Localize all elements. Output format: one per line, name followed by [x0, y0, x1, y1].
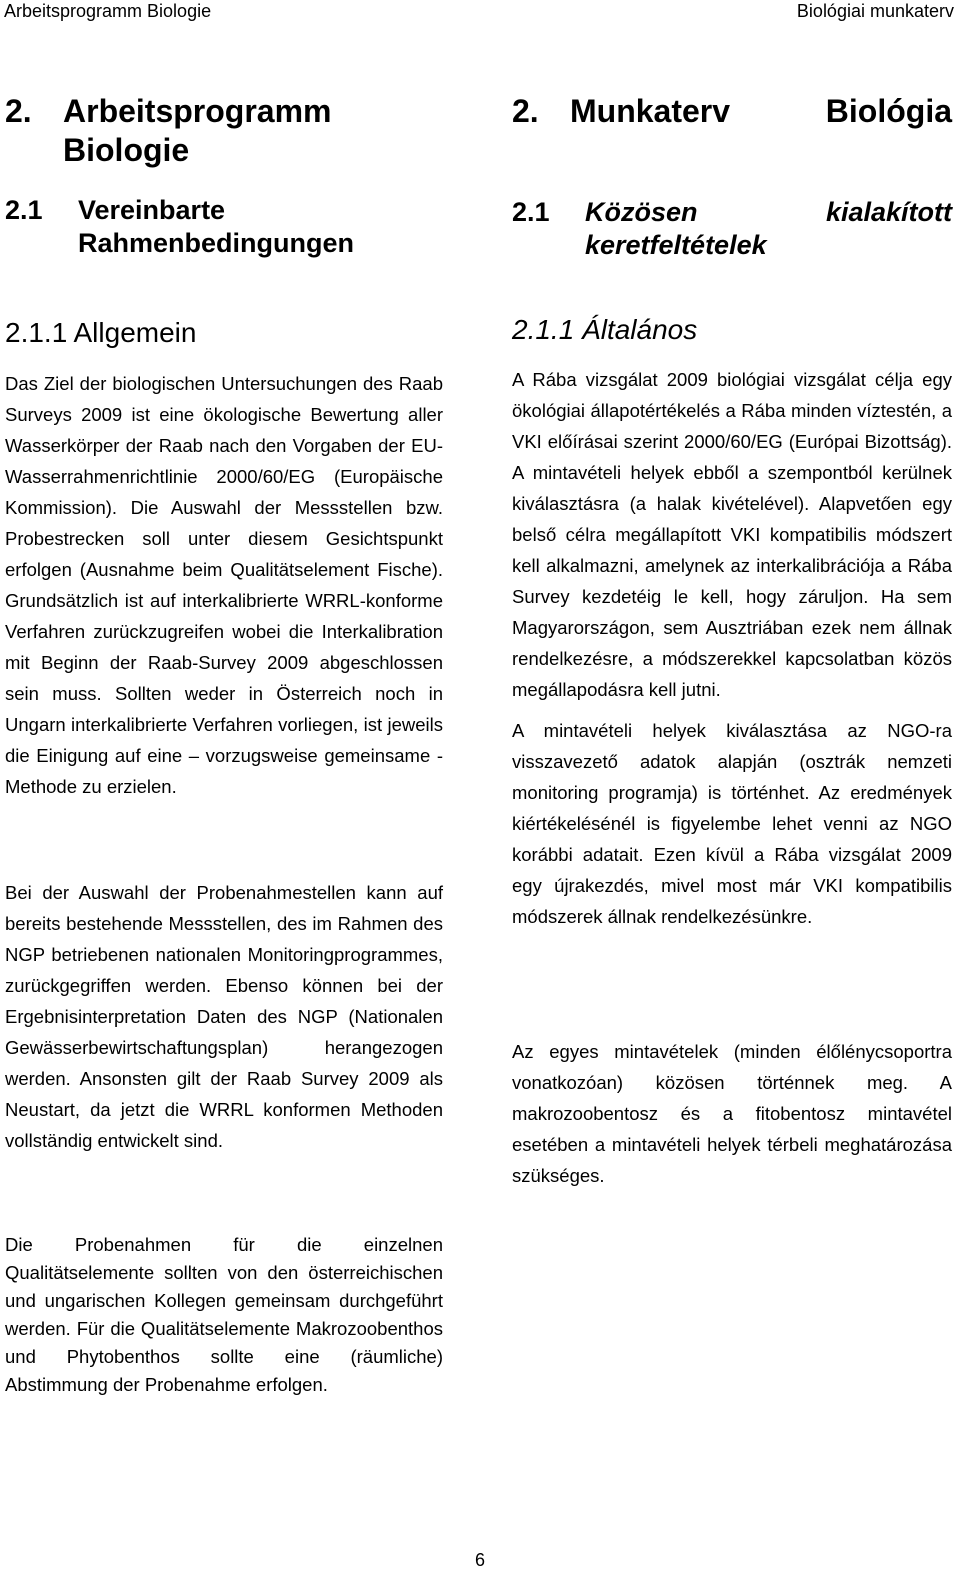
hungarian-heading-1: [512, 92, 952, 131]
running-header-left: Arbeitsprogramm Biologie: [4, 1, 212, 21]
page-number: [0, 1550, 960, 1571]
hungarian-heading-1-number: 2.: [512, 93, 539, 129]
hungarian-heading-1-text: Munkaterv: [570, 93, 731, 129]
german-heading-3: 2.1.1 Allgemein: [5, 317, 197, 348]
hungarian-heading-2-text2: kialakított: [825, 197, 952, 227]
hungarian-paragraph-2: A mintavételi helyek kiválasztása az NGO-ra visszavezető adatok alapján (osztrák nemzeti monitoring programja) is történhet. Az eredmények kiértékelésénél is figyelembe lehet venni az NGO korábbi adatait. Ezen kívül a Rába vizsgálat 2009 egy újrakezdés, mivel most már VKI kompatibilis módszerek állnak rendelkezésünkre.: [512, 720, 952, 927]
hungarian-heading-2-text-line2: keretfeltételek: [585, 230, 767, 260]
running-header: [0, 0, 960, 28]
hungarian-heading-1-text2: Biológia: [825, 93, 952, 129]
german-heading-1-number: 2.: [5, 93, 32, 129]
hungarian-heading-3: 2.1.1 Általános: [512, 314, 698, 345]
german-paragraph-2: Bei der Auswahl der Probenahmestellen kann auf bereits bestehende Messstellen, des im Rahmen des NGP betriebenen nationalen Monitoringprogrammes, zurückgegriffen werden. Ebenso können bei der Ergebnisinterpretation Daten des NGP (Nationalen Gewässerbewirtschaftungsplan) herangezogen werden. Ansonsten gilt der Raab Survey 2009 als Neustart, da jetzt die WRRL konformen Methoden vollständig entwickelt sind.: [5, 882, 443, 1151]
hungarian-paragraph-3: Az egyes mintavételek (minden élőlénycsoportra vonatkozóan) közösen történnek meg. A makrozoobentosz és a fitobentosz mintavétel esetében a mintavételi helyek térbeli meghatározása szükséges.: [512, 1041, 952, 1186]
running-header-right: Biológiai munkaterv: [796, 1, 954, 21]
german-paragraph-3: Die Probenahmen für die einzelnen Qualitätselemente sollten von den österreichischen und ungarischen Kollegen gemeinsam durchgeführt werden. Für die Qualitätselemente Makrozoobenthos und Phytobenthos sollte eine (räumliche) Abstimmung der Probenahme erfolgen.: [5, 1234, 443, 1395]
german-paragraph-1: Das Ziel der biologischen Untersuchungen des Raab Surveys 2009 ist eine ökologische Bewertung aller Wasserkörper der Raab nach den Vorgaben der EU-Wasserrahmenrichtlinie 2000/60/EG (Europäische Kommission). Die Auswahl der Messstellen bzw. Probestrecken soll unter diesem Gesichtspunkt erfolgen (Ausnahme beim Qualitätselement Fische). Grundsätzlich ist auf interkalibrierte WRRL-konforme Verfahren zurückzugreifen wobei die Interkalibration mit Beginn der Raab-Survey 2009 abgeschlossen sein muss. Sollten weder in Österreich noch in Ungarn interkalibrierte Verfahren vorliegen, ist jeweils die Einigung auf eine – vorzugsweise gemeinsame - Methode zu erzielen.: [5, 373, 443, 797]
german-heading-1-text-line2: Biologie: [63, 132, 190, 168]
german-heading-2-number: 2.1: [5, 195, 43, 225]
hungarian-paragraph-1: A Rába vizsgálat 2009 biológiai vizsgálat célja egy ökológiai állapotértékelés a Rába minden víztestén, a VKI előírásai szerint 2000/60/EG (Európai Bizottság). A mintavételi helyek ebből a szempontból kerülnek kiválasztásra (a halak kivételével). Alapvetően egy belső célra megállapított VKI kompatibilis módszert kell alkalmazni, amelynek az interkalibrációja a Rába Survey kezdetéig le kell, hogy záruljon. Ha sem Magyarországon, sem Ausztriában ezek nem állnak rendelkezésre, a módszerekkel kapcsolatban közös megállapodásra kell jutni.: [512, 369, 952, 700]
hungarian-heading-2-text: Közösen: [585, 197, 698, 227]
german-heading-2-text-line2: Rahmenbedingungen: [78, 228, 354, 258]
german-heading-1: [5, 92, 443, 170]
german-heading-2: [5, 194, 443, 260]
german-heading-1-text-line1: Arbeitsprogramm: [63, 93, 332, 129]
german-heading-2-text-line1: Vereinbarte: [78, 195, 226, 225]
hungarian-heading-2-number: 2.1: [512, 197, 550, 227]
page-number-text: 6: [474, 1550, 485, 1570]
hungarian-heading-2: [512, 196, 952, 262]
